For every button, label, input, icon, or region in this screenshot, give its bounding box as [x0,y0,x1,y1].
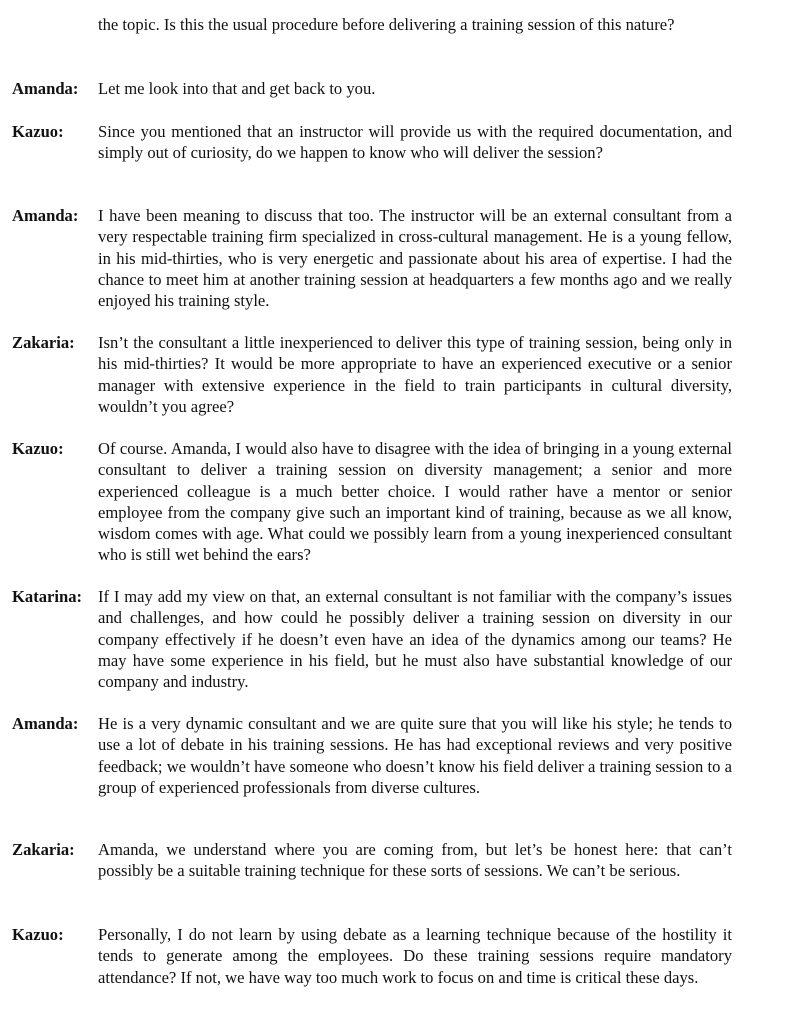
speaker-name: Amanda: [12,714,79,733]
speaker-name: Amanda: [12,206,79,225]
speaker-name: Amanda: [12,79,79,98]
speaker-name: Kazuo: [12,122,64,141]
dialogue-text: Isn’t the consultant a little inexperienced to deliver this type of training session, being only in his mid-thirties? It would be more appropriate to have an experienced executive or a senior manager with extensive experience in the field to train participants in cultural diversity, wouldn’t you agree? [98,333,732,416]
speaker-name: Zakaria: [12,333,75,352]
dialogue-text: Let me look into that and get back to you. [98,79,376,98]
dialogue-text: Personally, I do not learn by using debate as a learning technique because of the hostility it tends to generate among the employees. Do these training sessions require mandatory attendance? If not, we have way too much work to focus on and time is critical these days. [98,925,732,987]
dialogue-text: Since you mentioned that an instructor will provide us with the required documentation, and simply out of curiosity, do we happen to know who will deliver the session? [98,122,732,163]
dialogue-text: If I may add my view on that, an external consultant is not familiar with the company’s issues and challenges, and how could he possibly deliver a training session on diversity in our company effectively if he doesn’t even have an idea of the dynamics among our teams? He may have some experience in his field, but he must also have substantial knowledge of our company and industry. [98,587,732,692]
dialogue-text: I have been meaning to discuss that too. The instructor will be an external consultant from a very respectable training firm specialized in cross-cultural management. He is a young fellow, in his mid-thirties, who is very energetic and passionate about his area of expertise. I had the chance to meet him at another training session at headquarters a few months ago and we really enjoyed his training style. [98,206,732,311]
dialogue-text: He is a very dynamic consultant and we are quite sure that you will like his style; he tends to use a lot of debate in his training sessions. He has had exceptional reviews and very positive feedback; we wouldn’t have someone who doesn’t know his field deliver a training session to a group of experienced professionals from diverse cultures. [98,714,732,797]
dialogue-text: the topic. Is this the usual procedure before delivering a training session of this nature? [98,15,675,34]
speaker-name: Zakaria: [12,840,75,859]
speaker-name: Kazuo: [12,439,64,458]
dialogue-text: Amanda, we understand where you are coming from, but let’s be honest here: that can’t possibly be a suitable training technique for these sorts of sessions. We can’t be serious. [98,840,732,881]
speaker-name: Kazuo: [12,925,64,944]
dialogue-text: Of course. Amanda, I would also have to disagree with the idea of bringing in a young external consultant to deliver a training session on diversity management; a senior and more experienced colleague is a much better choice. I would rather have a mentor or senior employee from the company give such an important kind of training, because as we all know, wisdom comes with age. What could we possibly learn from a young inexperienced consultant who is still wet behind the ears? [98,439,732,565]
speaker-name: Katarina: [12,587,83,606]
